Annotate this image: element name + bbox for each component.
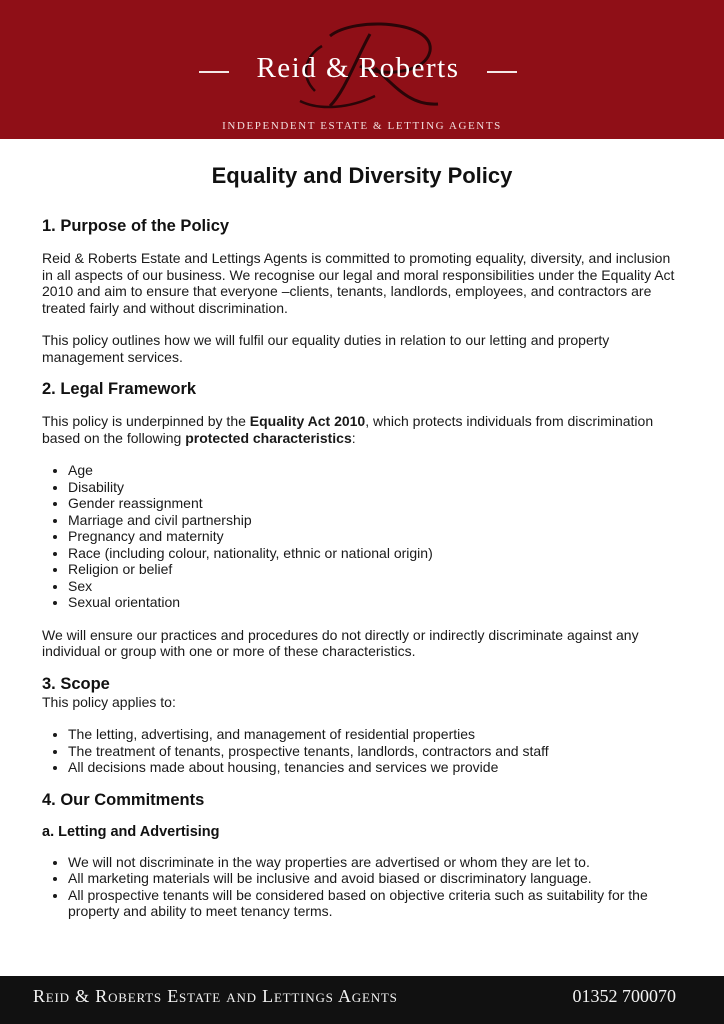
brand-rule-right bbox=[487, 71, 517, 73]
list-item: • Sexual orientation bbox=[68, 594, 682, 611]
protected-characteristics-emphasis: protected characteristics bbox=[185, 429, 352, 446]
list-item: • Marriage and civil partnership bbox=[68, 512, 682, 529]
purpose-paragraph-1: Reid & Roberts Estate and Lettings Agents is committed to promoting equality, diversity, and inclusion in all aspects of our business. We recognise our legal and moral responsibilities under the Equality Act 2010 and aim to ensure that everyone –clients, tenants, landlords, employees, and contractors are treated fairly and without discrimination. bbox=[42, 250, 675, 316]
list-item: • Sex bbox=[68, 578, 682, 595]
list-item: • All decisions made about housing, tenancies and services we provide bbox=[68, 759, 682, 776]
brand-rule-left bbox=[199, 71, 229, 73]
legal-intro: This policy is underpinned by the Equality Act 2010, which protects individuals from discrimination based on the following protected characteristics: bbox=[42, 413, 654, 446]
document-body bbox=[42, 163, 682, 920]
subsection-heading-letting: a. Letting and Advertising bbox=[42, 823, 220, 840]
scope-list bbox=[42, 726, 682, 776]
equality-act-emphasis: Equality Act 2010 bbox=[249, 413, 366, 429]
list-item: • All marketing materials will be inclusive and avoid biased or discriminatory language. bbox=[68, 870, 682, 887]
brand-tagline: INDEPENDENT ESTATE & LETTING AGENTS bbox=[222, 120, 502, 132]
commitments-list bbox=[42, 854, 682, 920]
list-item: • Age bbox=[68, 462, 682, 479]
footer-phone: 01352 700070 bbox=[572, 986, 676, 1006]
list-item: • The treatment of tenants, prospective tenants, landlords, contractors and staff bbox=[68, 743, 682, 760]
document-title: Equality and Diversity Policy bbox=[211, 163, 513, 188]
legal-closing: We will ensure our practices and procedures do not directly or indirectly discriminate against any individual or group with one or more of these characteristics. bbox=[42, 626, 639, 659]
section-heading-scope: 3. Scope bbox=[42, 674, 110, 693]
protected-characteristics-list bbox=[42, 462, 682, 611]
scope-intro: This policy applies to: bbox=[42, 693, 176, 710]
section-heading-commitments: 4. Our Commitments bbox=[42, 790, 205, 809]
footer-company-name: Reid & Roberts Estate and Lettings Agents bbox=[33, 986, 398, 1006]
list-item: • All prospective tenants will be considered based on objective criteria such as suitability for the property and ability to meet tenancy terms. bbox=[68, 887, 682, 920]
list-item: • We will not discriminate in the way properties are advertised or whom they are let to. bbox=[68, 854, 682, 871]
list-item: • Religion or belief bbox=[68, 561, 682, 578]
purpose-paragraph-2: This policy outlines how we will fulfil our equality duties in relation to our letting and property management services. bbox=[42, 332, 610, 365]
section-heading-legal: 2. Legal Framework bbox=[42, 380, 197, 398]
list-item: • The letting, advertising, and management of residential properties bbox=[68, 726, 682, 743]
letterhead-banner bbox=[0, 0, 724, 139]
page-footer bbox=[0, 976, 724, 1024]
section-heading-purpose: 1. Purpose of the Policy bbox=[42, 217, 230, 235]
list-item: • Disability bbox=[68, 479, 682, 496]
brand-name: Reid & Roberts bbox=[256, 52, 460, 84]
list-item: • Race (including colour, nationality, ethnic or national origin) bbox=[68, 545, 682, 562]
list-item: • Gender reassignment bbox=[68, 495, 682, 512]
list-item: • Pregnancy and maternity bbox=[68, 528, 682, 545]
